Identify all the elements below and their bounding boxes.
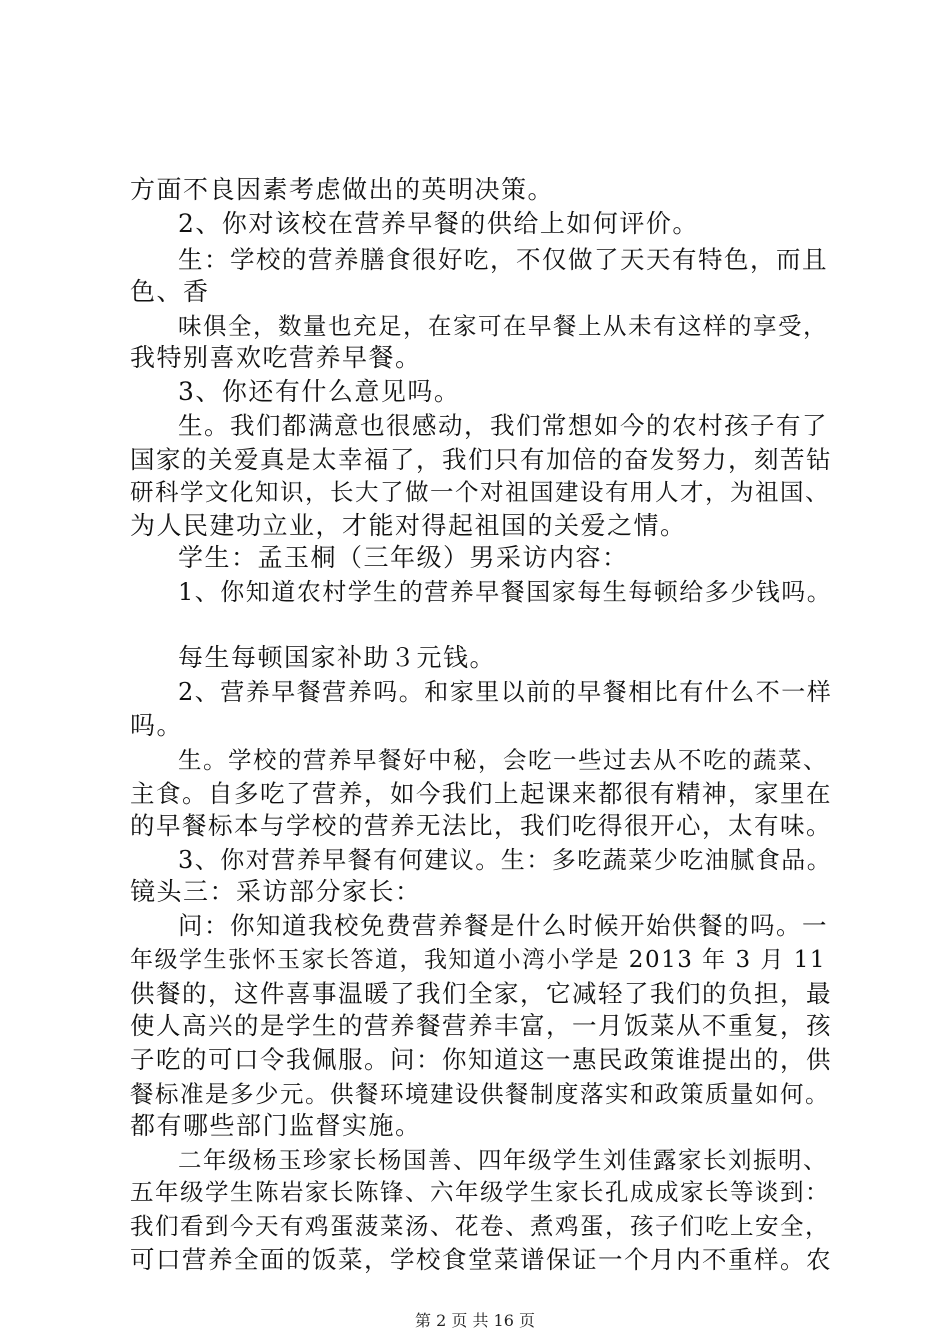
text-line: 每生每顿国家补助３元钱。 <box>178 643 497 672</box>
text-line: 二年级杨玉珍家长杨国善、四年级学生刘佳露家长刘振明、 <box>178 1146 828 1174</box>
text-line: 3、你还有什么意见吗。 <box>178 377 461 406</box>
text-line: 方面不良因素考虑做出的英明决策。 <box>130 175 555 204</box>
text-line: 年级学生张怀玉家长答道，我知道小湾小学是 2013 年 3 月 11 <box>130 947 826 973</box>
text-line: 生。我们都满意也很感动，我们常想如今的农村孩子有了 <box>178 411 828 440</box>
text-line: 我们看到今天有鸡蛋菠菜汤、花卷、煮鸡蛋，孩子们吃上安全， <box>130 1212 830 1240</box>
text-line: 镜头三：采访部分家长： <box>130 877 422 906</box>
text-line: 2、营养早餐营养吗。和家里以前的早餐相比有什么不一样 <box>178 678 833 706</box>
text-line: 色、香 <box>130 277 210 306</box>
text-line: 吗。 <box>130 711 184 740</box>
text-line: 研科学文化知识，长大了做一个对祖国建设有用人才，为祖国、 <box>130 478 830 506</box>
text-line: 3、你对营养早餐有何建议。生：多吃蔬菜少吃油腻食品。 <box>178 846 833 874</box>
text-line: 都有哪些部门监督实施。 <box>130 1111 422 1140</box>
page-footer: 第 2 页 共 16 页 <box>415 1311 535 1330</box>
text-line: 问：你知道我校免费营养餐是什么时候开始供餐的吗。一 <box>178 911 828 940</box>
text-line: 可口营养全面的饭菜，学校食堂菜谱保证一个月内不重样。农 <box>130 1245 832 1274</box>
text-line: 使人高兴的是学生的营养餐营养丰富，一月饭菜从不重复，孩 <box>130 1011 832 1040</box>
text-line: 2、你对该校在营养早餐的供给上如何评价。 <box>178 209 699 238</box>
text-line: 生。学校的营养早餐好中秘，会吃一些过去从不吃的蔬菜、 <box>178 746 828 774</box>
text-line: 子吃的可口令我佩服。问：你知道这一惠民政策谁提出的，供 <box>130 1045 832 1074</box>
text-line: 五年级学生陈岩家长陈锋、六年级学生家长孔成成家长等谈到： <box>130 1178 830 1206</box>
text-line: 学生：孟玉桐（三年级）男采访内容： <box>178 543 629 572</box>
text-line: 国家的关爱真是太幸福了，我们只有加倍的奋发努力，刻苦钻 <box>130 445 832 474</box>
text-line: 生：学校的营养膳食很好吃，不仅做了天天有特色，而且 <box>178 245 828 274</box>
text-line: 主食。自多吃了营养，如今我们上起课来都很有精神，家里在 <box>130 779 832 808</box>
text-line: 味俱全，数量也充足，在家可在早餐上从未有这样的享受， <box>178 312 828 340</box>
text-line: 供餐的，这件喜事温暖了我们全家，它减轻了我们的负担，最 <box>130 979 832 1008</box>
text-line: 餐标准是多少元。供餐环境建设供餐制度落实和政策质量如何。 <box>130 1080 830 1108</box>
text-line: 1、你知道农村学生的营养早餐国家每生每顿给多少钱吗。 <box>178 578 833 606</box>
text-line: 为人民建功立业，才能对得起祖国的关爱之情。 <box>130 511 687 540</box>
text-line: 的早餐标本与学校的营养无法比，我们吃得很开心，太有味。 <box>130 811 832 840</box>
text-line: 我特别喜欢吃营养早餐。 <box>130 343 422 372</box>
